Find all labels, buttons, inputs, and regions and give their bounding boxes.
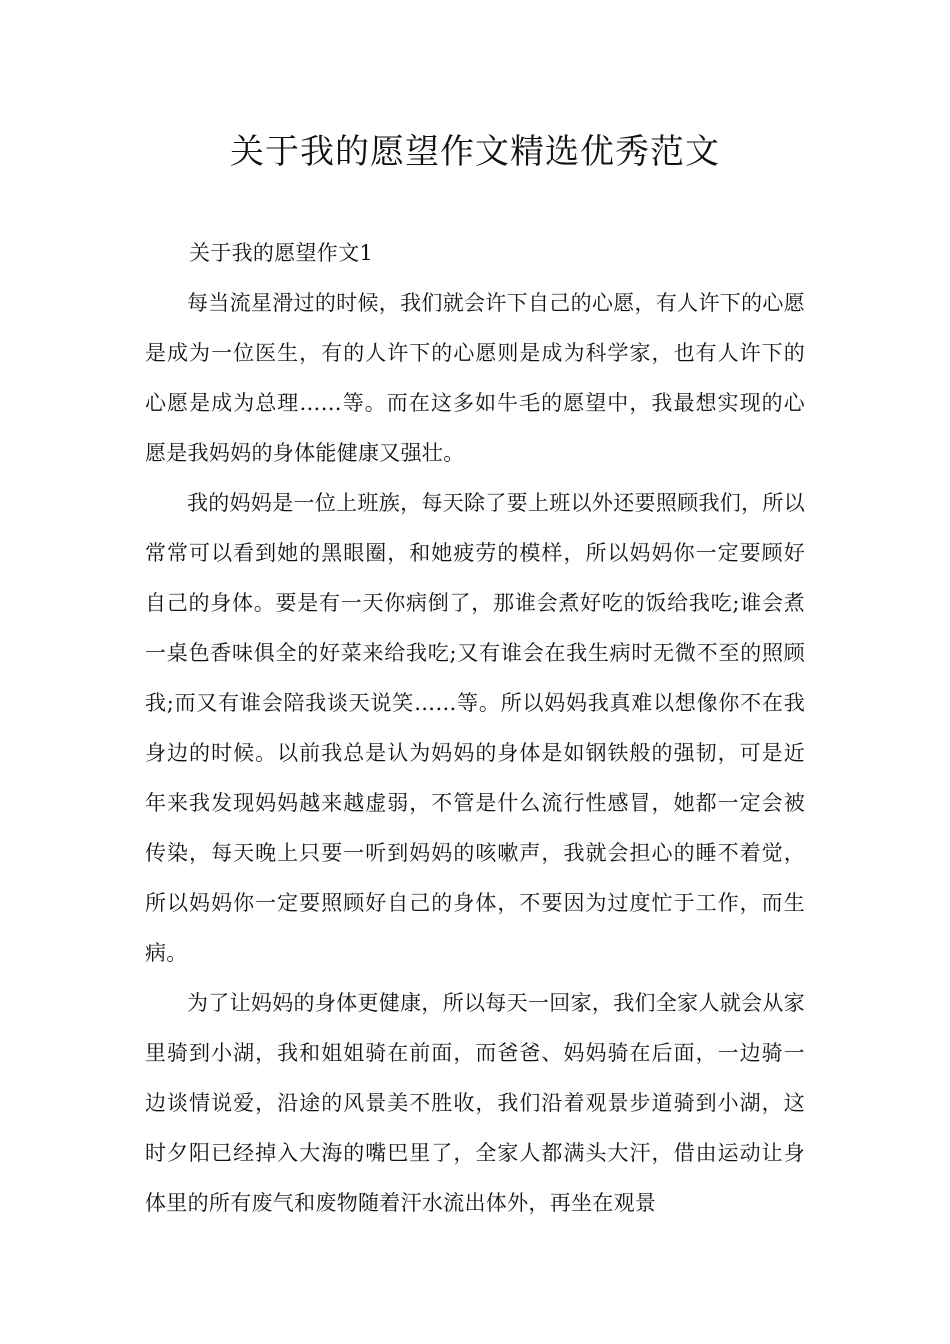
document-body [145,228,805,1228]
paragraph: 为了让妈妈的身体更健康，所以每天一回家，我们全家人就会从家里骑到小湖，我和姐姐骑在前面，而爸爸、妈妈骑在后面，一边骑一边谈情说爱，沿途的风景美不胜收，我们沿着观景步道骑到小湖，这时夕阳已经掉入大海的嘴巴里了，全家人都满头大汗，借由运动让身体里的所有废气和废物随着汗水流出体外，再坐在观景 [145,991,805,1215]
paragraph: 我的妈妈是一位上班族，每天除了要上班以外还要照顾我们，所以常常可以看到她的黑眼圈，和她疲劳的模样，所以妈妈你一定要顾好自己的身体。要是有一天你病倒了，那谁会煮好吃的饭给我吃;谁会煮一桌色香味俱全的好菜来给我吃;又有谁会在我生病时无微不至的照顾我;而又有谁会陪我谈天说笑……等。所以妈妈我真难以想像你不在我身边的时候。以前我总是认为妈妈的身体是如钢铁般的强韧，可是近年来我发现妈妈越来越虚弱，不管是什么流行性感冒，她都一定会被传染，每天晚上只要一听到妈妈的咳嗽声，我就会担心的睡不着觉，所以妈妈你一定要照顾好自己的身体，不要因为过度忙于工作，而生病。 [145,491,805,965]
document-title: 关于我的愿望作文精选优秀范文 [230,132,720,172]
paragraph: 每当流星滑过的时候，我们就会许下自己的心愿，有人许下的心愿是成为一位医生，有的人许下的心愿则是成为科学家，也有人许下的心愿是成为总理……等。而在这多如牛毛的愿望中，我最想实现的心愿是我妈妈的身体能健康又强壮。 [145,291,805,465]
section-heading: 关于我的愿望作文1 [189,241,374,265]
